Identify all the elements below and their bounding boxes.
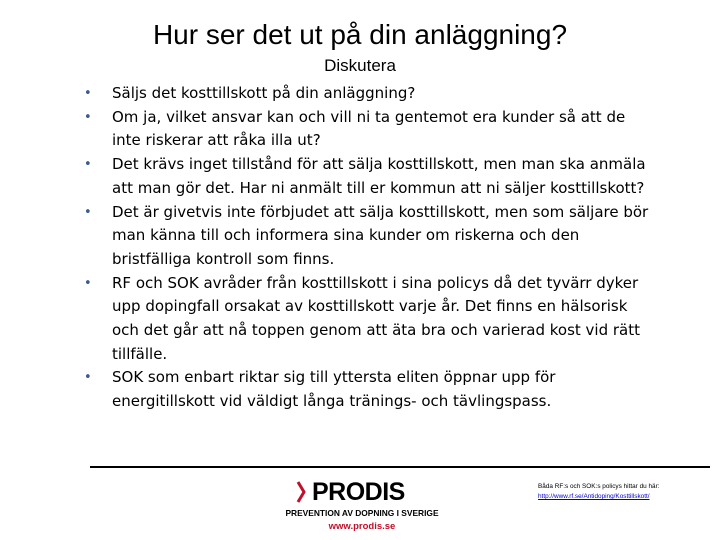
bullet-list: [84, 82, 654, 414]
bullet-icon: •: [84, 86, 92, 101]
bullet-item: [84, 366, 654, 413]
bullet-item: [84, 153, 654, 200]
bullet-icon: •: [84, 275, 92, 291]
logo-word: PRODIS: [312, 478, 405, 506]
bullet-icon: •: [84, 204, 92, 220]
bullet-icon: •: [84, 109, 92, 125]
policy-note-text: Båda RF:s och SOK:s policys hittar du här:: [538, 483, 660, 490]
bullet-item: [84, 106, 654, 153]
bullet-text: SOK som enbart riktar sig till yttersta eliten öppnar upp för energitillskott vid väldigt långa tränings- och tävlingspass.: [112, 368, 556, 411]
logo-mark-icon: [258, 478, 310, 506]
logo-url: www.prodis.se: [328, 521, 396, 532]
bullet-icon: •: [84, 370, 92, 386]
prodis-logo: [258, 478, 468, 534]
footer-divider: [90, 466, 710, 468]
policy-note: [538, 482, 718, 502]
slide-title: Hur ser det ut på din anläggning?: [152, 19, 568, 50]
logo-tagline: PREVENTION AV DOPNING I SVERIGE: [285, 508, 439, 518]
policy-link[interactable]: http://www.rf.se/Antidoping/Kosttillskott/: [538, 493, 650, 500]
bullet-text: Det krävs inget tillstånd för att sälja kosttillskott, men man ska anmäla att man gör det. Har ni anmält till er kommun att ni säljer kosttillskott?: [112, 155, 646, 197]
bullet-text: Säljs det kosttillskott på din anläggning?: [112, 84, 416, 102]
bullet-text: Det är givetvis inte förbjudet att sälja kosttillskott, men som säljare bör man känna till och informera sina kunder om riskerna och den bristfälliga kontroll som finns.: [112, 202, 649, 268]
bullet-text: Om ja, vilket ansvar kan och vill ni ta gentemot era kunder så att de inte riskerar att råka illa ut?: [112, 107, 626, 150]
bullet-item: [84, 82, 654, 106]
bullet-item: [84, 272, 654, 367]
bullet-item: [84, 201, 654, 272]
bullet-icon: •: [84, 157, 92, 173]
bullet-text: RF och SOK avråder från kosttillskott i sina policys då det tyvärr dyker upp dopingfall orsakat av kosttillskott varje år. Det finns en hälsorisk och det går att nå toppen genom att äta bra och varierad kost vid rätt tillfälle.: [112, 273, 640, 363]
slide-subtitle: Diskutera: [324, 56, 396, 75]
